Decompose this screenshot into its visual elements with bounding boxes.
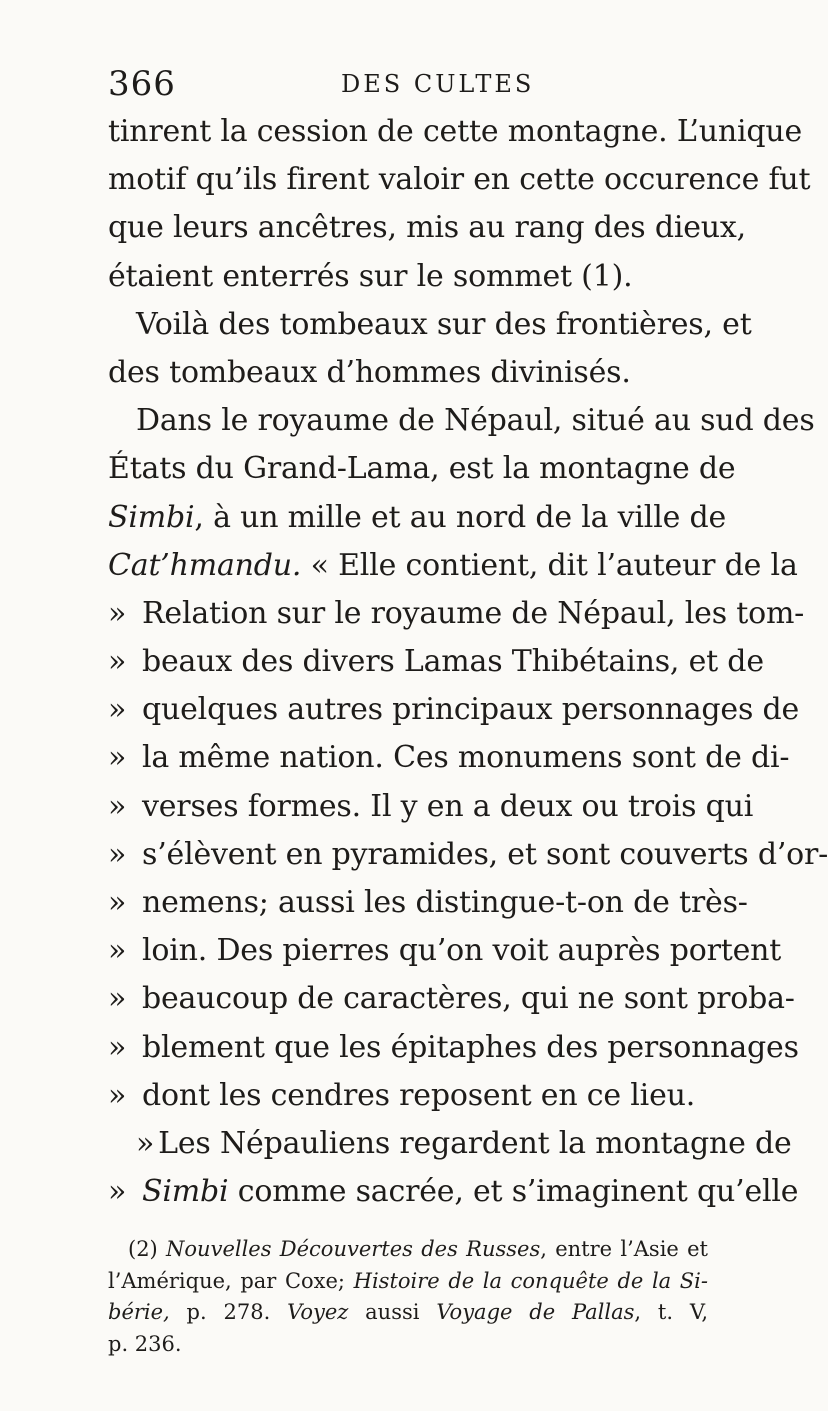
text-line: que leurs ancêtres, mis au rang des dieux, [108, 210, 746, 246]
text-line: Voilà des tombeaux sur des frontières, et [136, 306, 752, 342]
line-text: beaucoup de caractères, qui ne sont proba- [142, 981, 795, 1017]
quote-mark: » [108, 1174, 127, 1210]
quoted-line [108, 783, 754, 831]
footnote-mark: (2) [128, 1237, 158, 1261]
text-line: étaient enterrés sur le sommet (1). [108, 258, 633, 294]
footnote-text: p. 278. [169, 1300, 271, 1324]
footnote-title: Histoire de la conquête de la Si- [353, 1268, 708, 1293]
footnote-title: Voyez [287, 1300, 349, 1324]
quoted-line [108, 638, 764, 686]
line-text: « Elle contient, dit l’auteur de la [301, 547, 798, 583]
quote-mark: » [108, 788, 127, 824]
quoted-line [108, 686, 800, 734]
quote-mark: » [108, 981, 127, 1017]
quoted-line [108, 975, 795, 1023]
place-name: Simbi [108, 499, 195, 535]
quoted-line [108, 1120, 792, 1168]
quote-mark: » [108, 595, 127, 631]
place-name: Cat’hmandu. [108, 547, 302, 583]
text-line: Dans le royaume de Népaul, situé au sud des [136, 403, 815, 439]
quoted-line [108, 734, 790, 782]
line-text: s’élèvent en pyramides, et sont couverts d’or- [142, 836, 828, 872]
line-text: la même nation. Ces monumens sont de di- [142, 740, 790, 776]
page-number: 366 [108, 64, 176, 104]
text-line: États du Grand-Lama, est la montagne de [108, 451, 736, 487]
quote-mark: » [108, 740, 127, 776]
quote-mark: » [108, 933, 127, 969]
text-line [108, 494, 727, 542]
quoted-line [108, 1024, 799, 1072]
footnote-title: bérie, [108, 1300, 170, 1324]
quoted-line [108, 831, 828, 879]
place-name: Simbi [142, 1174, 229, 1210]
line-text: verses formes. Il y en a deux ou trois qui [142, 788, 754, 824]
quote-mark: » [108, 1077, 127, 1113]
quote-mark: » [136, 1125, 155, 1161]
text-line: des tombeaux d’hommes divinisés. [108, 354, 631, 390]
line-text: blement que les épitaphes des personnages [142, 1029, 799, 1065]
quoted-line [108, 879, 748, 927]
line-text: dont les cendres reposent en ce lieu. [142, 1077, 696, 1113]
quote-mark: » [108, 836, 127, 872]
footnote-title: Voyage de Pallas [436, 1300, 635, 1324]
line-text: Les Népauliens regardent la montagne de [158, 1125, 792, 1161]
line-text: beaux des divers Lamas Thibétains, et de [142, 644, 764, 680]
footnote-text: , entre l’Asie et [540, 1237, 708, 1261]
footnote-text: l’Amérique, par Coxe; [108, 1268, 346, 1293]
quoted-line [108, 927, 782, 975]
quote-mark: » [108, 1029, 127, 1065]
quoted-line [108, 1168, 799, 1216]
text-line: motif qu’ils firent valoir en cette occurence fut [108, 162, 811, 198]
running-title: DES CULTES [341, 70, 535, 98]
line-text: Relation sur le royaume de Népaul, les tom- [142, 595, 805, 631]
quoted-line [108, 1072, 708, 1120]
quote-mark: » [108, 692, 127, 728]
footnote [108, 1234, 708, 1360]
page-header [108, 64, 708, 104]
quote-mark: » [108, 885, 127, 920]
footnote-title: Nouvelles Découvertes des Russes [166, 1237, 541, 1261]
quote-mark: » [108, 644, 127, 680]
line-text: comme sacrée, et s’imaginent qu’elle [228, 1174, 799, 1210]
footnote-line [108, 1234, 708, 1266]
line-text: , à un mille et au nord de la ville de [194, 499, 727, 535]
footnote-line [108, 1297, 708, 1329]
text-line: tinrent la cession de cette montagne. L’unique [108, 114, 803, 149]
line-text: quelques autres principaux personnages de [142, 692, 800, 728]
footnote-line [108, 1266, 708, 1298]
main-text [108, 108, 828, 1216]
line-text: loin. Des pierres qu’on voit auprès portent [142, 933, 782, 969]
text-line [108, 542, 798, 590]
footnote-text: aussi [348, 1300, 437, 1324]
line-text: nemens; aussi les distingue-t-on de très- [142, 885, 748, 920]
footnote-text: , t. V, [634, 1300, 709, 1324]
footnote-line: p. 236. [108, 1331, 182, 1356]
quoted-line [108, 590, 805, 638]
